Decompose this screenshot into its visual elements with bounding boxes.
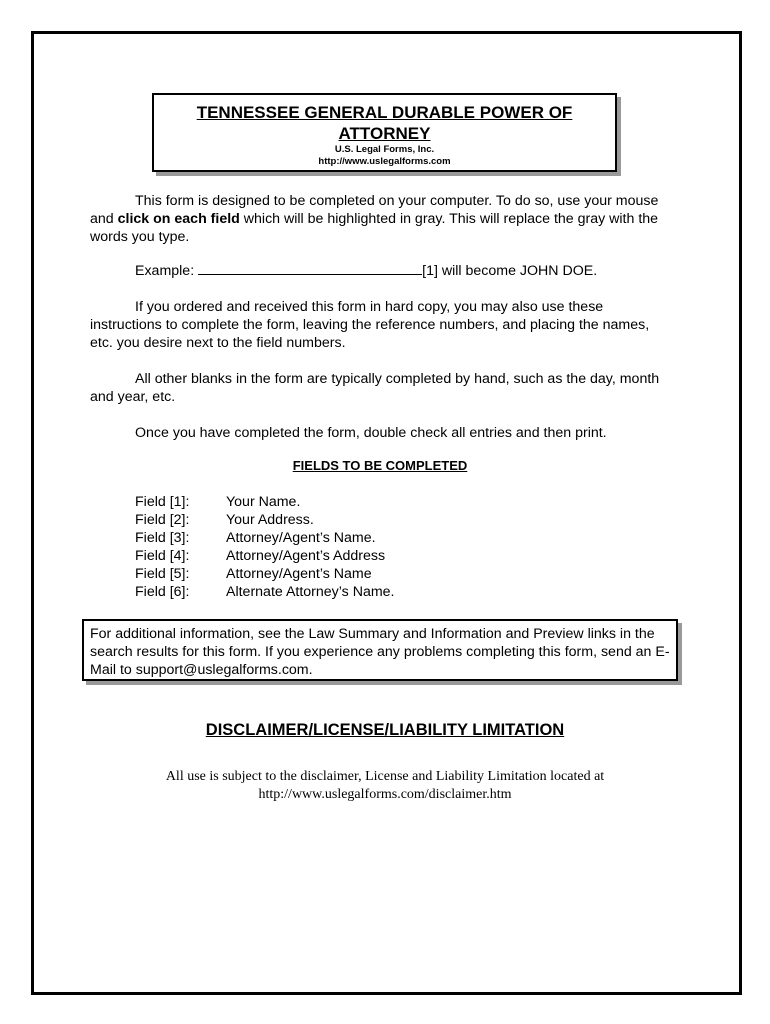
- blanks-paragraph: All other blanks in the form are typically completed by hand, such as the day, month and year, etc.: [90, 371, 660, 405]
- example-blank-line: [198, 262, 422, 275]
- field-row: Field [2]: Your Address.: [135, 512, 314, 528]
- field-row: Field [3]: Attorney/Agent’s Name.: [135, 530, 376, 546]
- field-row: Field [1]: Your Name.: [135, 494, 301, 510]
- intro-bold-text: click on each field: [117, 211, 240, 227]
- field-row: Field [6]: Alternate Attorney’s Name.: [135, 584, 395, 600]
- intro-paragraph: This form is designed to be completed on your computer. To do so, use your mouse and click on each field which will be highlighted in gray. This will replace the gray with the words you type.: [90, 193, 659, 245]
- title-box: [152, 93, 617, 172]
- info-box: For additional information, see the Law Summary and Information and Preview links in the search results for this form. If you experience any problems completing this form, send an E-Mail to support@uslegalforms.com.: [82, 619, 678, 681]
- field-row: Field [5]: Attorney/Agent’s Name: [135, 566, 372, 582]
- disclaimer-heading: DISCLAIMER/LICENSE/LIABILITY LIMITATION: [205, 721, 565, 739]
- disclaimer-url: http://www.uslegalforms.com/disclaimer.htm: [258, 787, 512, 802]
- print-paragraph: Once you have completed the form, double check all entries and then print.: [135, 425, 607, 441]
- fields-heading: FIELDS TO BE COMPLETED: [292, 458, 468, 473]
- fields-list: [135, 493, 395, 601]
- company-name: U.S. Legal Forms, Inc.: [334, 144, 435, 155]
- example-label: Example:: [135, 263, 195, 279]
- hard-copy-paragraph: If you ordered and received this form in hard copy, you may also use these instructions to complete the form, leaving the reference numbers, and placing the names, etc. you desire next to the field numbers.: [90, 299, 650, 351]
- company-url: http://www.uslegalforms.com: [318, 156, 451, 167]
- field-row: Field [4]: Attorney/Agent’s Address: [135, 548, 386, 564]
- example-result: [1] will become JOHN DOE.: [422, 263, 598, 279]
- example-paragraph: [90, 262, 670, 280]
- document-title: TENNESSEE GENERAL DURABLE POWER OF ATTORNEY: [196, 103, 573, 143]
- disclaimer-text: All use is subject to the disclaimer, License and Liability Limitation located at http://www.uslegalforms.com/disclaimer.htm: [90, 768, 680, 804]
